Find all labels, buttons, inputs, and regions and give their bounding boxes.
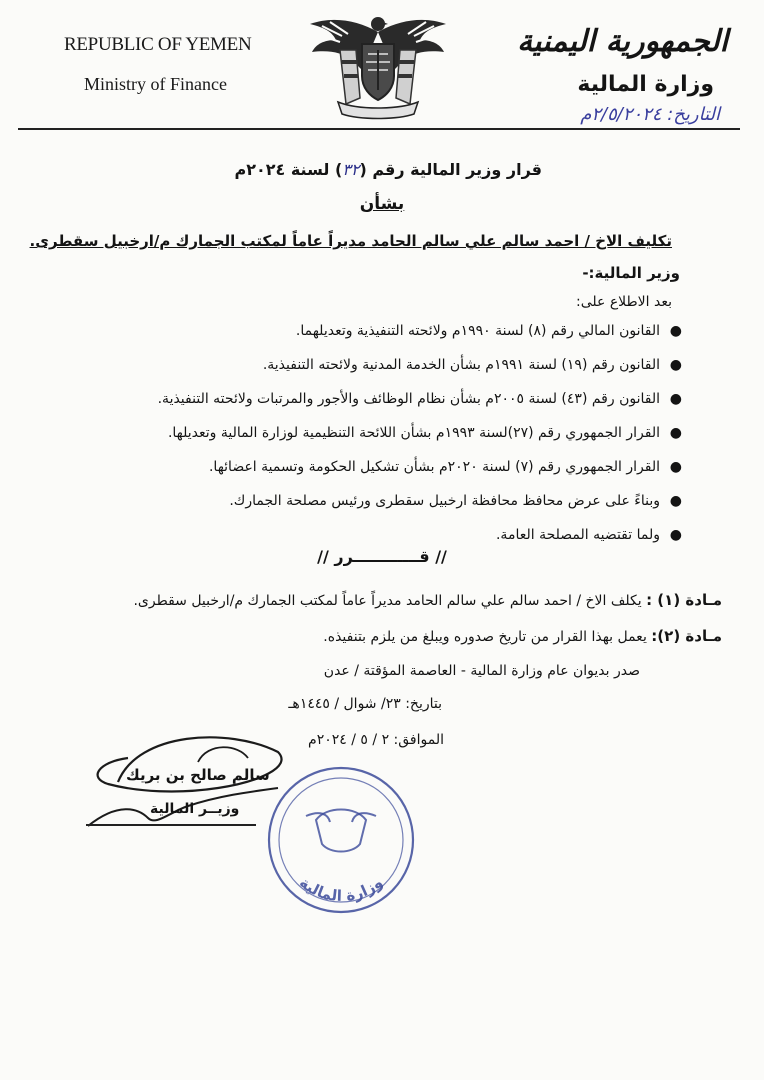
gregorian-date: الموافق: ٢ / ٥ / ٢٠٢٤م bbox=[308, 732, 444, 748]
preamble-item: ● القانون المالي رقم (٨) لسنة ١٩٩٠م ولائحته التنفيذية وتعديلهما. bbox=[60, 320, 680, 354]
bullet-icon: ● bbox=[669, 425, 682, 441]
bullet-icon: ● bbox=[669, 323, 682, 339]
header-divider bbox=[18, 128, 740, 130]
bullet-icon: ● bbox=[669, 459, 682, 475]
preamble-item: ● القرار الجمهوري رقم (٧) لسنة ٢٠٢٠م بشأن تشكيل الحكومة وتسمية اعضائها. bbox=[60, 456, 680, 490]
title-prefix: قرار وزير المالية رقم ( bbox=[359, 160, 542, 179]
preamble-item: ● القانون رقم (٤٣) لسنة ٢٠٠٥م بشأن نظام الوظائف والأجور والمرتبات ولائحته التنفيذية. bbox=[60, 388, 680, 422]
preamble-item: ● وبناءً على عرض محافظ محافظة ارخبيل سقطرى ورئيس مصلحة الجمارك. bbox=[60, 490, 680, 524]
preamble-item: ● القانون رقم (١٩) لسنة ١٩٩١م بشأن الخدمة المدنية ولائحته التنفيذية. bbox=[60, 354, 680, 388]
preamble-list bbox=[60, 320, 680, 558]
preamble-item: ● القرار الجمهوري رقم (٢٧)لسنة ١٩٩٣م بشأن اللائحة التنظيمية لوزارة المالية وتعديلها. bbox=[60, 422, 680, 456]
after-review-label: بعد الاطلاع على: bbox=[576, 294, 672, 310]
title-suffix: ) لسنة ٢٠٢٤م bbox=[234, 160, 343, 179]
assignment-line: تكليف الاخ / احمد سالم علي سالم الحامد مديراً عاماً لمكتب الجمارك م/ارخبيل سقطرى. bbox=[29, 232, 672, 250]
hijri-date: بتاريخ: ٢٣/ شوال / ١٤٤٥هـ bbox=[288, 696, 442, 712]
preamble-item: ● ولما تقتضيه المصلحة العامة. bbox=[60, 524, 680, 558]
svg-text:وزارة المالية bbox=[296, 873, 386, 905]
letterhead-ministry-en: Ministry of Finance bbox=[84, 74, 227, 94]
bullet-icon: ● bbox=[669, 391, 682, 407]
issued-place: صدر بديوان عام وزارة المالية - العاصمة المؤقتة / عدن bbox=[323, 663, 640, 679]
article-2 bbox=[323, 627, 722, 645]
letterhead-country-ar: الجمهورية اليمنية bbox=[517, 24, 728, 59]
stamp-text: وزارة المالية bbox=[295, 873, 387, 905]
yemen-eagle-emblem bbox=[302, 10, 454, 122]
article-text: يكلف الاخ / احمد سالم علي سالم الحامد مديراً عاماً لمكتب الجمارك م/ارخبيل سقطرى. bbox=[133, 593, 642, 609]
article-label: مـادة (٢): bbox=[651, 627, 722, 645]
signer-title: وزيــر المالية bbox=[150, 801, 240, 817]
decision-title bbox=[234, 160, 542, 179]
decision-number: ٣٢ bbox=[342, 160, 360, 179]
signature-rule bbox=[86, 824, 256, 826]
bullet-icon: ● bbox=[669, 527, 682, 543]
article-text: يعمل بهذا القرار من تاريخ صدوره ويبلغ من يلزم بتنفيذه. bbox=[323, 629, 647, 645]
ministry-stamp bbox=[256, 758, 426, 918]
subject-heading: بشأن bbox=[359, 194, 405, 214]
article-label: مـادة (١) : bbox=[646, 591, 722, 609]
bullet-icon: ● bbox=[669, 357, 682, 373]
letterhead-ministry-ar: وزارة المالية bbox=[577, 72, 714, 97]
letterhead-country-en: REPUBLIC OF YEMEN bbox=[64, 34, 252, 55]
article-1 bbox=[133, 591, 722, 609]
bullet-icon: ● bbox=[669, 493, 682, 509]
handwritten-date: التاريخ: ٢/٥/٢٠٢٤م bbox=[580, 104, 720, 125]
minister-label: وزير المالية:- bbox=[582, 264, 680, 282]
signer-name: سالم صالح بن بريك bbox=[126, 766, 270, 784]
decision-heading: // قــــــــــــرر // bbox=[317, 547, 447, 566]
